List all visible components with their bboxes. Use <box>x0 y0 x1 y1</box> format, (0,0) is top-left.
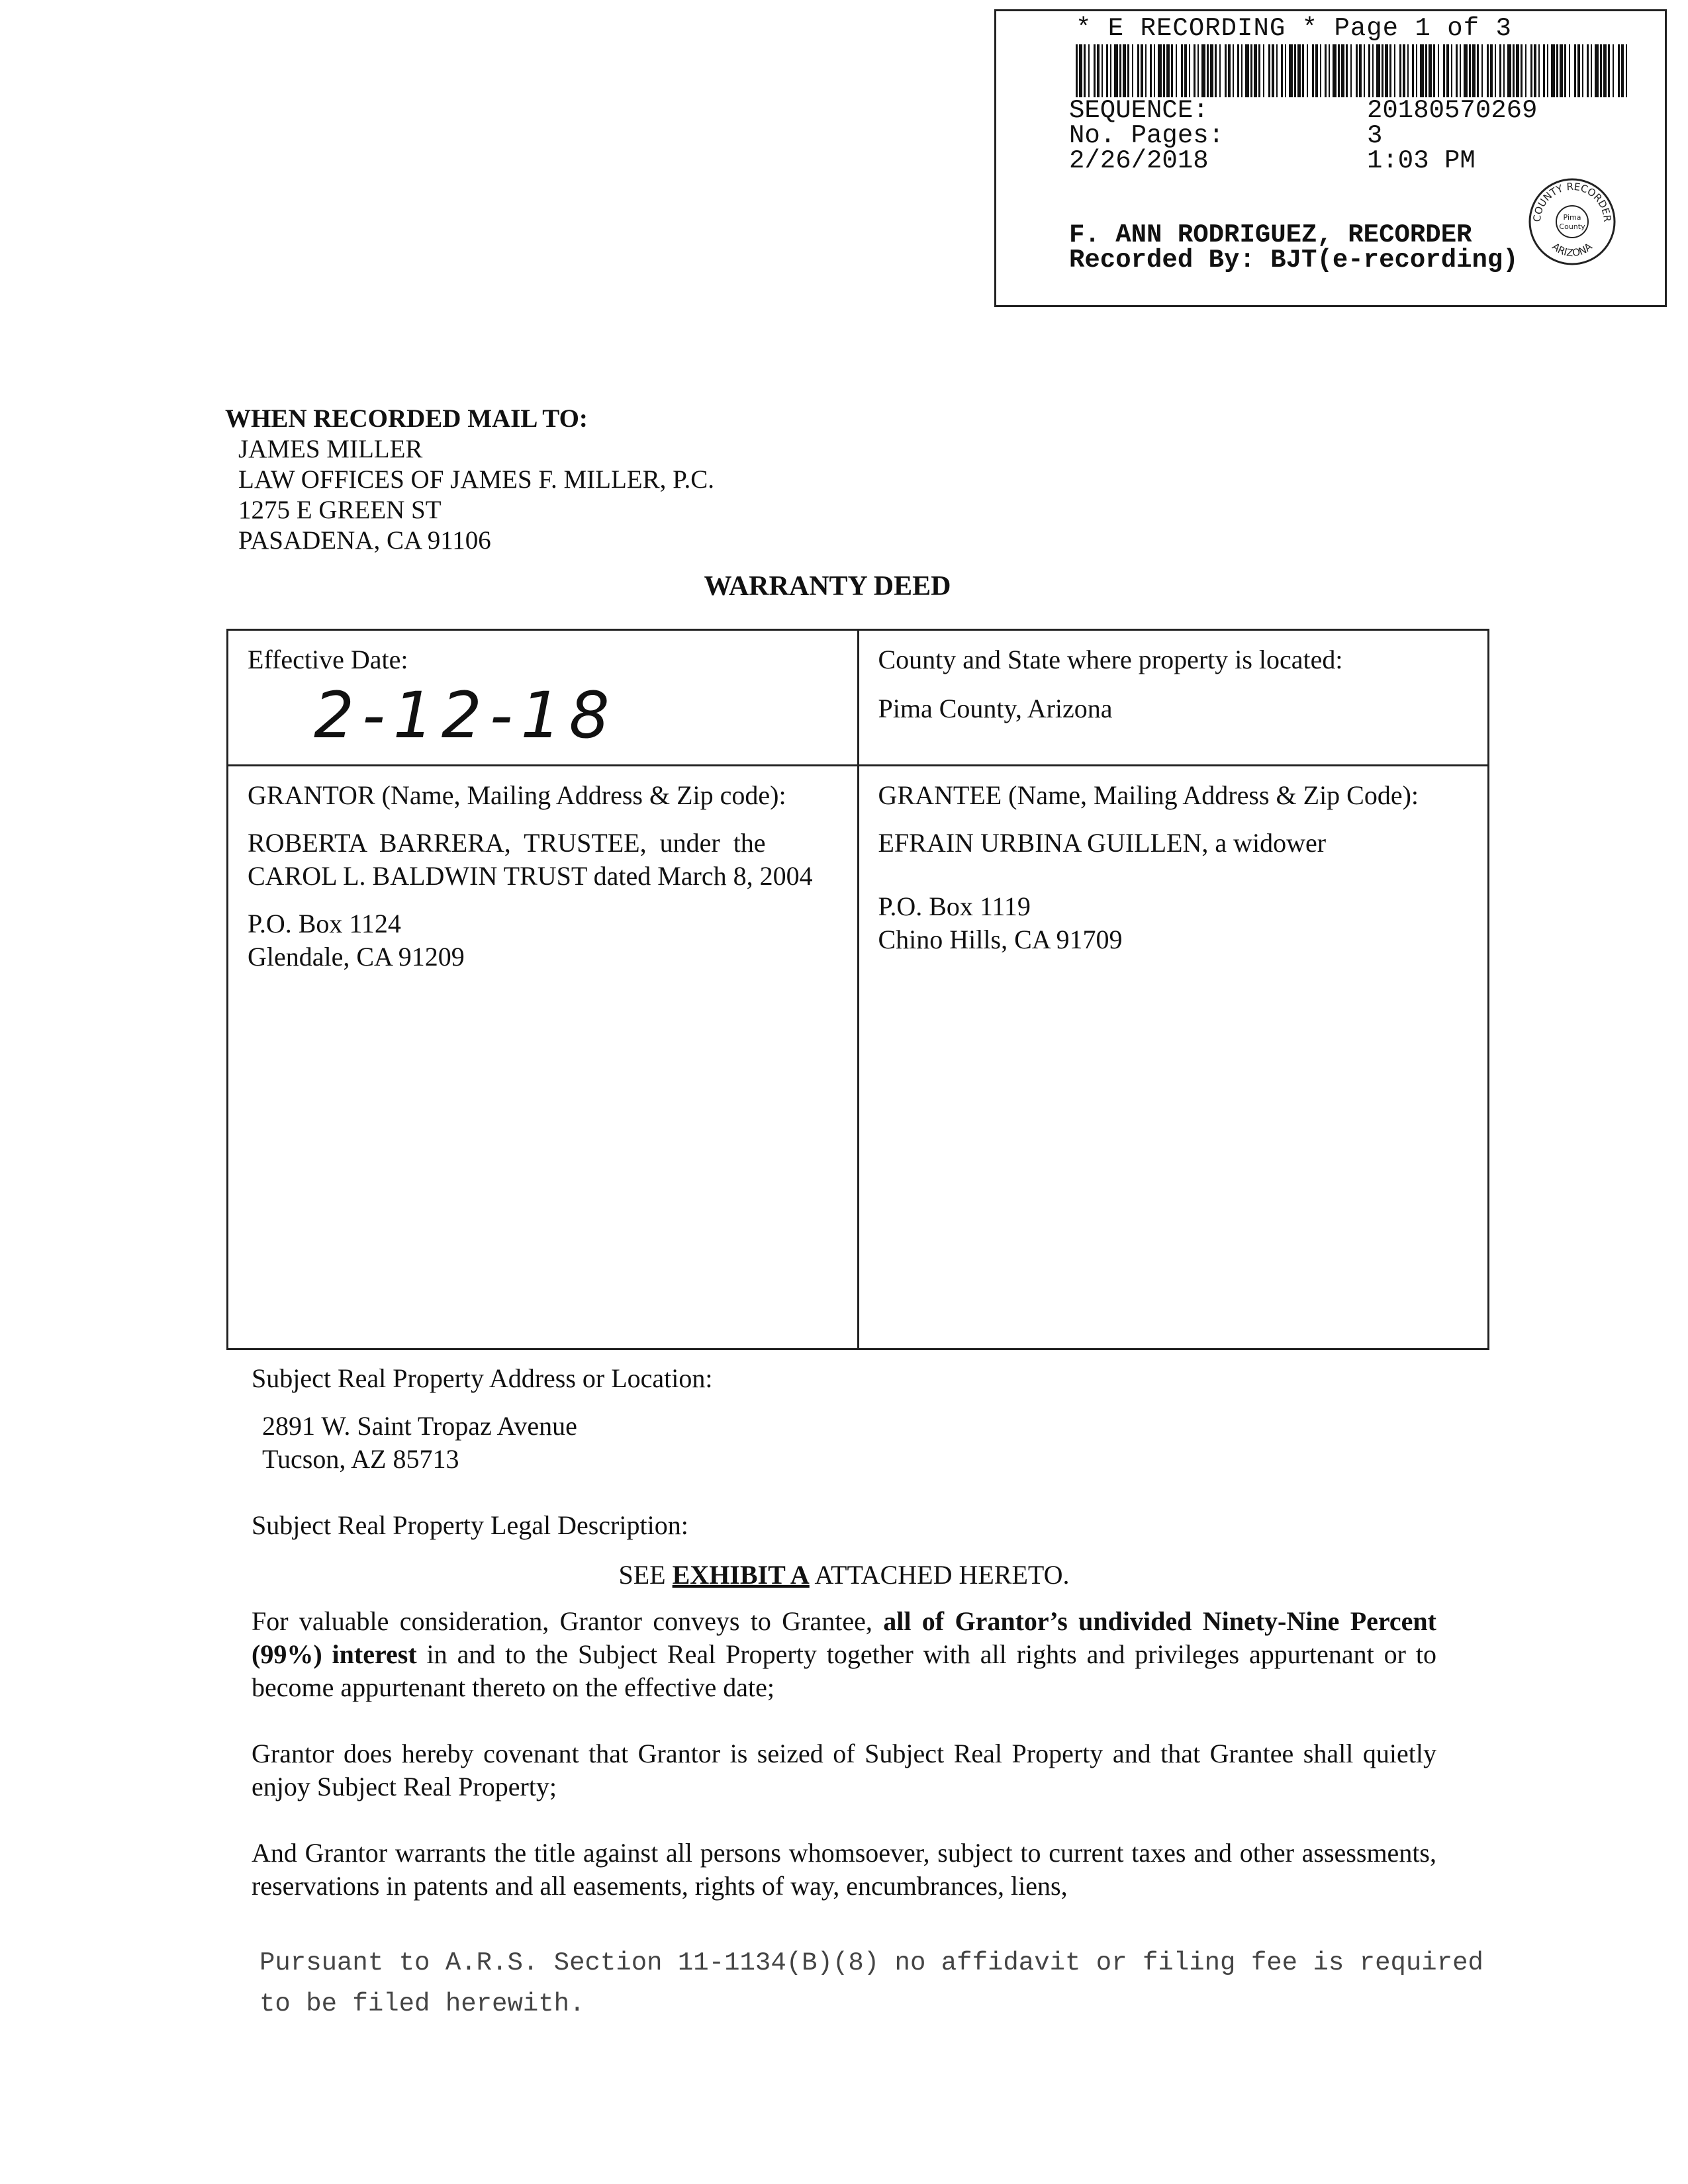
grantee-address-line: Chino Hills, CA 91709 <box>878 925 1123 954</box>
effective-date-cell <box>228 630 859 766</box>
mail-to-line: PASADENA, CA 91106 <box>238 526 491 555</box>
legal-description-label: Subject Real Property Legal Description: <box>252 1510 688 1540</box>
effective-date-label: Effective Date: <box>248 645 408 674</box>
mail-to-line: LAW OFFICES OF JAMES F. MILLER, P.C. <box>238 465 715 494</box>
mail-to-block <box>225 404 714 556</box>
barcode-icon <box>1076 44 1632 97</box>
warranty-paragraph: And Grantor warrants the title against all persons whomsoever, subject to current taxes and other assessments, reservations in patents and all easements, rights of way, encumbrances, liens, <box>252 1838 1436 1901</box>
conveyance-paragraph <box>252 1605 1436 1704</box>
effective-date-handwritten: 2-12-18 <box>314 678 618 752</box>
conveyance-interest: all of Grantor’s undivided Ninety-Nine Percent (99%) interest <box>252 1606 1436 1669</box>
property-address-line: Tucson, AZ 85713 <box>262 1444 459 1474</box>
county-state-cell <box>858 630 1489 766</box>
recorded-by: Recorded By: BJT(e-recording) <box>1069 246 1519 275</box>
see-exhibit-suffix: ATTACHED HERETO. <box>809 1560 1070 1590</box>
see-exhibit-prefix: SEE <box>618 1560 673 1590</box>
property-address <box>262 1410 577 1476</box>
grantee-address-line: P.O. Box 1119 <box>878 891 1031 921</box>
svg-text:Pima: Pima <box>1563 213 1581 222</box>
county-state-label: County and State where property is located: <box>878 645 1343 674</box>
conveyance-text: in and to the Subject Real Property together with all rights and privileges appurtenant or to become appurtenant thereto on the effective date; <box>252 1639 1437 1702</box>
grantor-address-line: Glendale, CA 91209 <box>248 942 465 972</box>
grantee-name: EFRAIN URBINA GUILLEN, a widower <box>878 828 1327 858</box>
svg-text:County: County <box>1559 222 1585 231</box>
recorder-name: F. ANN RODRIGUEZ, RECORDER <box>1069 220 1472 250</box>
recording-header: * E RECORDING * Page 1 of 3 <box>1076 14 1512 43</box>
svg-text:COUNTY RECORDER: COUNTY RECORDER <box>1530 180 1614 223</box>
recording-date: 2/26/2018 <box>1069 146 1209 175</box>
county-seal-icon <box>1526 175 1618 268</box>
affidavit-note <box>259 1942 1483 2025</box>
grantor-label: GRANTOR (Name, Mailing Address & Zip code): <box>248 780 786 810</box>
grantee-label: GRANTEE (Name, Mailing Address & Zip Code): <box>878 780 1419 810</box>
grantor-address-line: P.O. Box 1124 <box>248 909 401 938</box>
conveyance-text: For valuable consideration, Grantor conveys to Grantee, <box>252 1606 884 1636</box>
grantor-name-line: ROBERTA BARRERA, TRUSTEE, under the <box>248 828 766 858</box>
svg-text:ARIZONA: ARIZONA <box>1550 240 1595 259</box>
pages-value: 3 <box>1367 121 1383 150</box>
mail-to-line: JAMES MILLER <box>238 435 423 463</box>
recording-time: 1:03 PM <box>1367 146 1476 175</box>
affidavit-note-line: to be filed herewith. <box>259 1989 585 2019</box>
affidavit-note-line: Pursuant to A.R.S. Section 11-1134(B)(8) no affidavit or filing fee is required <box>259 1948 1483 1978</box>
see-exhibit-line <box>0 1559 1688 1592</box>
exhibit-a-reference: EXHIBIT A <box>672 1560 810 1590</box>
document-title: WARRANTY DEED <box>704 571 951 602</box>
sequence-label: SEQUENCE: <box>1069 96 1209 125</box>
county-state-value: Pima County, Arizona <box>878 694 1113 723</box>
deed-parties-table <box>226 629 1489 1350</box>
property-address-line: 2891 W. Saint Tropaz Avenue <box>262 1411 577 1441</box>
recording-stamp <box>994 9 1667 307</box>
grantor-cell <box>228 766 859 1349</box>
mail-to-label: WHEN RECORDED MAIL TO: <box>225 404 588 433</box>
covenant-paragraph: Grantor does hereby covenant that Grantor is seized of Subject Real Property and that Grantee shall quietly enjoy Subject Real Property; <box>252 1739 1436 1801</box>
grantee-cell <box>858 766 1489 1349</box>
mail-to-line: 1275 E GREEN ST <box>238 496 442 524</box>
property-address-label: Subject Real Property Address or Location: <box>252 1363 713 1393</box>
sequence-value: 20180570269 <box>1367 96 1538 125</box>
grantor-name-line: CAROL L. BALDWIN TRUST dated March 8, 2004 <box>248 861 813 891</box>
pages-label: No. Pages: <box>1069 121 1225 150</box>
